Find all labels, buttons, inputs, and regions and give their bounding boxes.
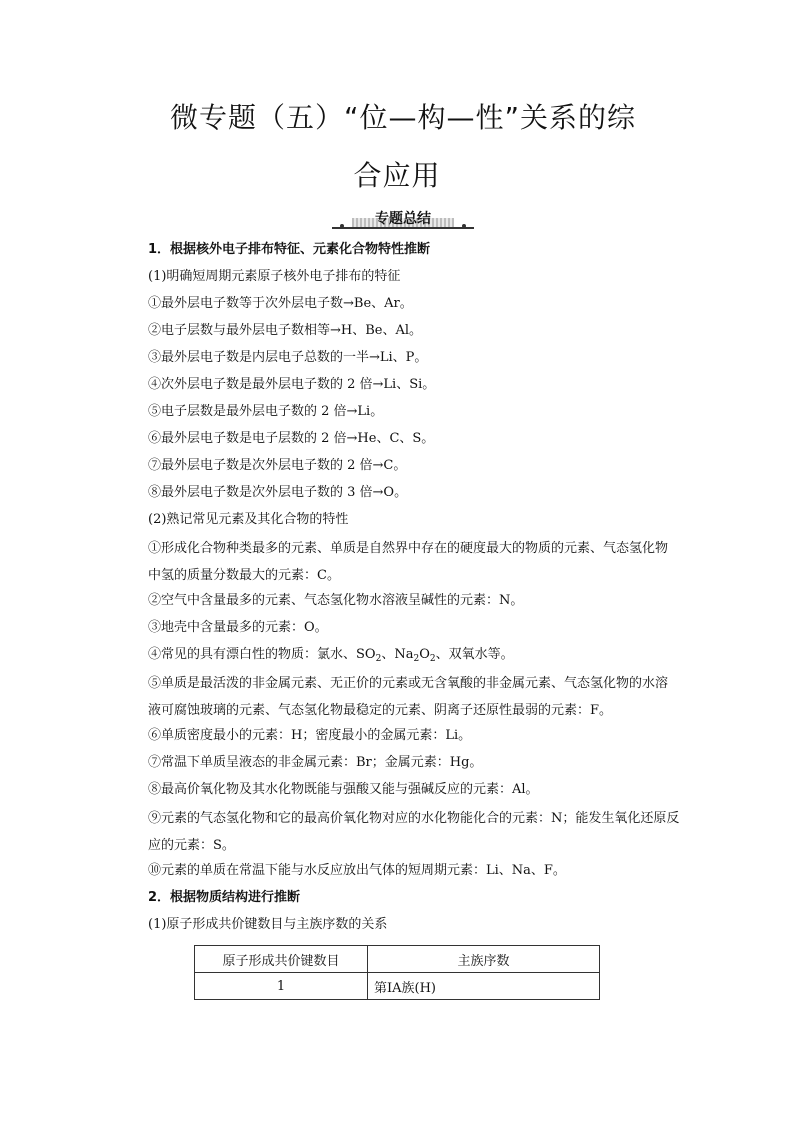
page-title-line-2: 合应用 [353, 159, 441, 192]
property-4-sub-1: 2 [375, 654, 382, 664]
rule-7: ⑦最外层电子数是次外层电子数的 2 倍→C。 [148, 458, 407, 473]
bond-count-table [194, 945, 600, 1000]
rule-5: ⑤电子层数是最外层电子数的 2 倍→Li。 [148, 404, 384, 419]
property-5 [120, 670, 680, 724]
property-4-part-a: ④常见的具有漂白性的物质：氯水、SO [148, 647, 376, 662]
property-9-text: ⑨元素的气态氢化物和它的最高价氧化物对应的水化物能化合的元素：N；能发生氧化还原反应的元素：S。 [148, 811, 680, 853]
property-1 [120, 535, 680, 589]
table-cell-group-number: 第ⅠA族(H) [368, 973, 600, 1000]
property-4-part-e: O [419, 647, 430, 662]
property-8: ⑧最高价氧化物及其水化物既能与强酸又能与强碱反应的元素：Al。 [148, 782, 539, 797]
page-title-line-1: 微专题（五）“位—构—性”关系的综 [170, 101, 637, 134]
section-label: 专题总结 [375, 211, 431, 227]
property-9 [120, 805, 680, 859]
property-2: ②空气中含量最多的元素、气态氢化物水溶液呈碱性的元素：N。 [148, 593, 524, 608]
property-4-part-c: 、Na [381, 647, 414, 662]
rule-1: ①最外层电子数等于次外层电子数→Be、Ar。 [148, 296, 413, 311]
rule-3: ③最外层电子数是内层电子总数的一半→Li、P。 [148, 350, 428, 365]
subsection-1-2-heading: (2)熟记常见元素及其化合物的特性 [148, 512, 349, 527]
rule-6: ⑥最外层电子数是电子层数的 2 倍→He、C、S。 [148, 431, 435, 446]
section-1-heading: 1．根据核外电子排布特征、元素化合物特性推断 [148, 242, 431, 257]
subsection-1-1-heading: (1)明确短周期元素原子核外电子排布的特征 [148, 269, 401, 284]
property-4 [148, 643, 514, 664]
property-5-text: ⑤单质是最活泼的非金属元素、无正价的元素或无含氧酸的非金属元素、气态氢化物的水溶液可腐蚀玻璃的元素、气态氢化物最稳定的元素、阴离子还原性最弱的元素：F。 [148, 676, 669, 718]
table-header-group-number: 主族序数 [368, 946, 600, 973]
section-banner [332, 208, 474, 230]
table-cell-bond-count: 1 [195, 973, 368, 1000]
property-7: ⑦常温下单质呈液态的非金属元素：Br；金属元素：Hg。 [148, 755, 483, 770]
rule-4: ④次外层电子数是最外层电子数的 2 倍→Li、Si。 [148, 377, 436, 392]
table-row [195, 973, 600, 1000]
property-6: ⑥单质密度最小的元素：H；密度最小的金属元素：Li。 [148, 728, 472, 743]
table-header-bond-count: 原子形成共价键数目 [195, 946, 368, 973]
property-4-sub-3: 2 [429, 654, 436, 664]
section-2-heading: 2．根据物质结构进行推断 [148, 890, 301, 905]
rule-8: ⑧最外层电子数是次外层电子数的 3 倍→O。 [148, 485, 408, 500]
property-3: ③地壳中含量最多的元素：O。 [148, 620, 328, 635]
subsection-2-1-heading: (1)原子形成共价键数目与主族序数的关系 [148, 917, 388, 932]
property-1-text: ①形成化合物种类最多的元素、单质是自然界中存在的硬度最大的物质的元素、气态氢化物中氢的质量分数最大的元素：C。 [148, 541, 669, 583]
property-4-part-g: 、双氧水等。 [435, 647, 514, 662]
property-4-sub-2: 2 [413, 654, 420, 664]
table-header-row [195, 946, 600, 973]
property-10: ⑩元素的单质在常温下能与水反应放出气体的短周期元素：Li、Na、F。 [148, 863, 566, 878]
rule-2: ②电子层数与最外层电子数相等→H、Be、Al。 [148, 323, 423, 338]
